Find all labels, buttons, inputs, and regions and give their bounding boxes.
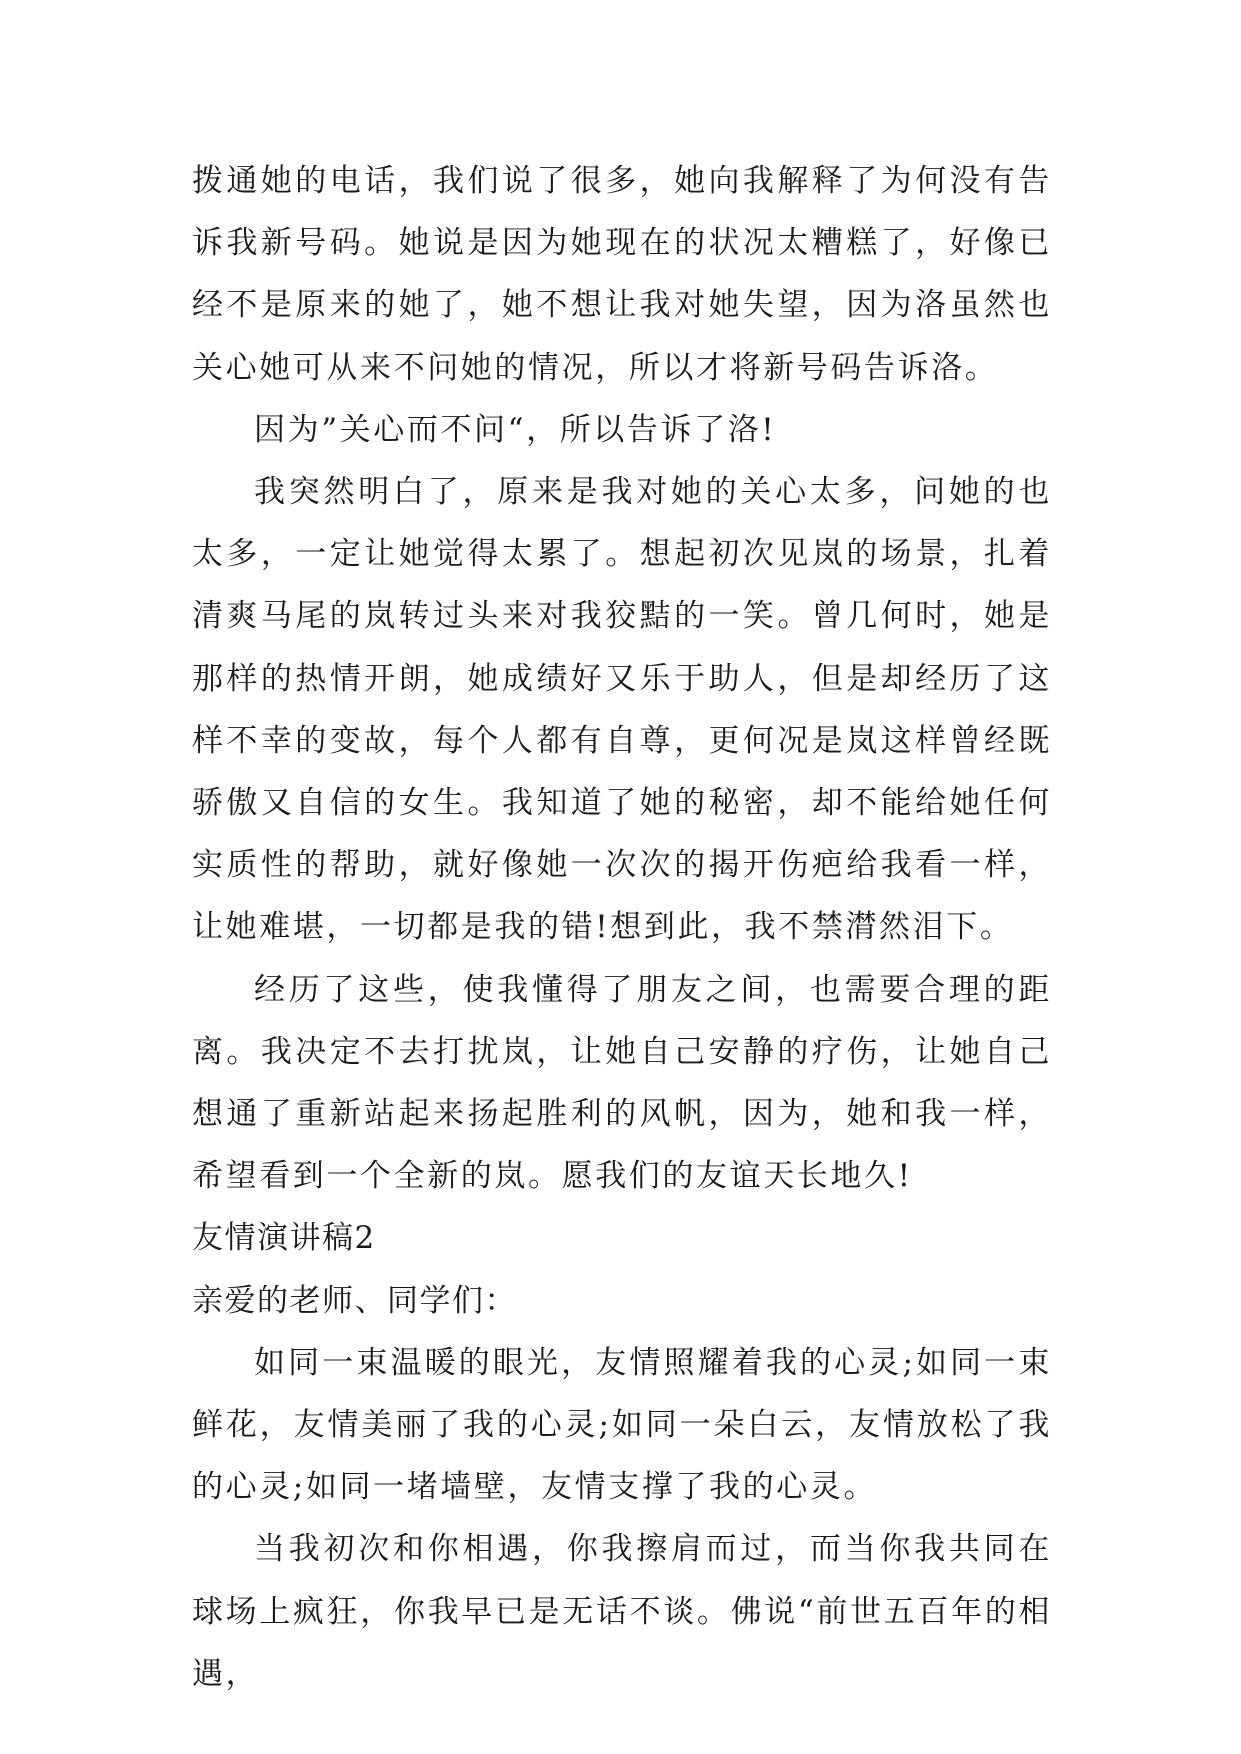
paragraph: 拨通她的电话，我们说了很多，她向我解释了为何没有告诉我新号码。她说是因为她现在的状况太糟糕了，好像已经不是原来的她了，她不想让我对她失望，因为洛虽然也关心她可从来不问她的情况，所以才将新号码告诉洛。 — [192, 163, 1052, 386]
document-body — [192, 150, 1052, 1705]
section-title: 友情演讲稿2 — [192, 1220, 376, 1257]
paragraph: 经历了这些，使我懂得了朋友之间，也需要合理的距离。我决定不去打扰岚，让她自己安静的疗伤，让她自己想通了重新站起来扬起胜利的风帆，因为，她和我一样，希望看到一个全新的岚。愿我们的友谊天长地久! — [192, 971, 1052, 1195]
salutation: 亲爱的老师、同学们： — [192, 1282, 517, 1319]
speech-paragraph: 如同一束温暖的眼光，友情照耀着我的心灵;如同一束鲜花，友情美丽了我的心灵;如同一朵白云，友情放松了我的心灵;如同一堵墙壁，友情支撑了我的心灵。 — [192, 1344, 1052, 1506]
paragraph: 我突然明白了，原来是我对她的关心太多，问她的也太多，一定让她觉得太累了。想起初次见岚的场景，扎着清爽马尾的岚转过头来对我狡黠的一笑。曾几何时，她是那样的热情开朗，她成绩好又乐于助人，但是却经历了这样不幸的变故，每个人都有自尊，更何况是岚这样曾经既骄傲又自信的女生。我知道了她的秘密，却不能给她任何实质性的帮助，就好像她一次次的揭开伤疤给我看一样，让她难堪，一切都是我的错!想到此，我不禁潸然泪下。 — [192, 474, 1052, 946]
paragraph: 因为”关心而不问“，所以告诉了洛! — [254, 411, 777, 448]
speech-paragraph: 当我初次和你相遇，你我擦肩而过，而当你我共同在球场上疯狂，你我早已是无话不谈。佛说“前世五百年的相遇， — [192, 1531, 1052, 1692]
